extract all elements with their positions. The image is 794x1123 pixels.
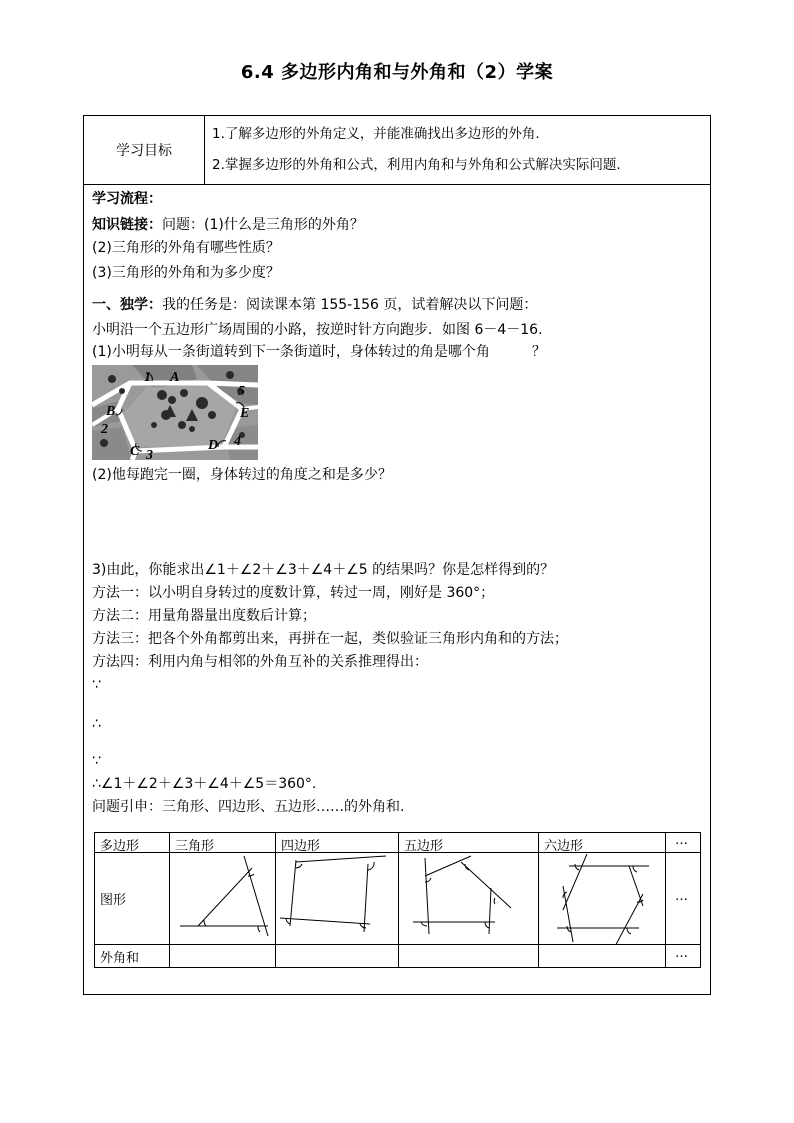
goal-item-1: 1.了解多边形的外角定义，并能准确找出多边形的外角.: [212, 126, 540, 142]
figure-label-c: C: [130, 444, 140, 459]
table-header-quadrilateral: 四边形: [281, 839, 321, 854]
worksheet-frame: [83, 115, 711, 995]
figure-label-e: E: [240, 406, 250, 421]
because-symbol-2: ∵: [92, 753, 101, 769]
figure-label-2: 2: [101, 422, 108, 437]
knowledge-link-q2: (2)三角形的外角有哪些性质？: [92, 240, 280, 256]
question-3: 3)由此，你能求出∠1＋∠2＋∠3＋∠4＋∠5 的结果吗？你是怎样得到的？: [92, 562, 555, 578]
extension-question: 问题引申：三角形、四边形、五边形……的外角和.: [92, 799, 405, 815]
therefore-symbol-1: ∴: [92, 716, 101, 732]
figure-label-4: 4: [234, 434, 241, 449]
pentagon-plaza-figure: [92, 365, 258, 460]
table-header-hexagon: 六边形: [544, 839, 584, 854]
table-row-figure-label: 图形: [100, 893, 127, 908]
hexagon-exterior-angle-figure: [539, 854, 665, 944]
table-row-sum-ellipsis: …: [675, 946, 688, 961]
method-2: 方法二：用量角器量出度数后计算；: [92, 608, 316, 624]
triangle-exterior-angle-figure: [170, 854, 275, 944]
method-1: 方法一：以小明自身转过的度数计算，转过一周，刚好是 360°；: [92, 585, 495, 601]
method-3: 方法三：把各个外角都剪出来，再拼在一起，类似验证三角形内角和的方法；: [92, 631, 568, 647]
knowledge-link-q3: (3)三角形的外角和为多少度？: [92, 265, 280, 281]
flow-heading: 学习流程：: [92, 191, 162, 207]
table-row-sum-label: 外角和: [100, 951, 140, 966]
pentagon-exterior-angle-figure: [399, 854, 538, 944]
table-header-polygon: 多边形: [100, 839, 140, 854]
question-1: (1)小明每从一条街道转到下一条街道时，身体转过的角是哪个角 ？: [92, 344, 546, 360]
goal-item-2: 2.掌握多边形的外角和公式，利用内角和与外角和公式解决实际问题.: [212, 157, 621, 173]
table-row-figure-ellipsis: …: [675, 889, 688, 904]
table-header-triangle: 三角形: [175, 839, 215, 854]
because-symbol-1: ∵: [92, 677, 101, 693]
conclusion: ∴∠1＋∠2＋∠3＋∠4＋∠5＝360°.: [92, 776, 317, 792]
figure-label-b: B: [106, 404, 116, 419]
figure-label-3: 3: [146, 448, 153, 460]
knowledge-link-label: 知识链接：: [92, 217, 162, 233]
problem-statement: 小明沿一个五边形广场周围的小路，按逆时针方向跑步．如图 6－4－16.: [92, 322, 543, 338]
learning-goals-row: [84, 116, 710, 185]
self-study-task: 一、独学：我的任务是：阅读课本第 155-156 页，试着解决以下问题：: [92, 297, 538, 313]
method-4: 方法四：利用内角与相邻的外角互补的关系推理得出：: [92, 654, 428, 670]
self-study-label: 一、独学：: [92, 297, 162, 313]
figure-label-a: A: [170, 370, 180, 385]
question-2: (2)他每跑完一圈，身体转过的角度之和是多少？: [92, 467, 392, 483]
page-title: 6.4 多边形内角和与外角和（2）学案: [240, 62, 554, 83]
figure-label-5: 5: [238, 384, 245, 399]
table-header-ellipsis: …: [675, 833, 688, 848]
figure-label-d: D: [208, 438, 219, 453]
knowledge-link-q1: 知识链接：问题：(1)什么是三角形的外角？: [92, 217, 364, 233]
exterior-angle-table: [94, 832, 701, 968]
table-header-pentagon: 五边形: [404, 839, 444, 854]
figure-label-1: 1: [144, 370, 151, 385]
quadrilateral-exterior-angle-figure: [276, 854, 398, 944]
learning-goals-label: 学习目标: [84, 116, 205, 184]
